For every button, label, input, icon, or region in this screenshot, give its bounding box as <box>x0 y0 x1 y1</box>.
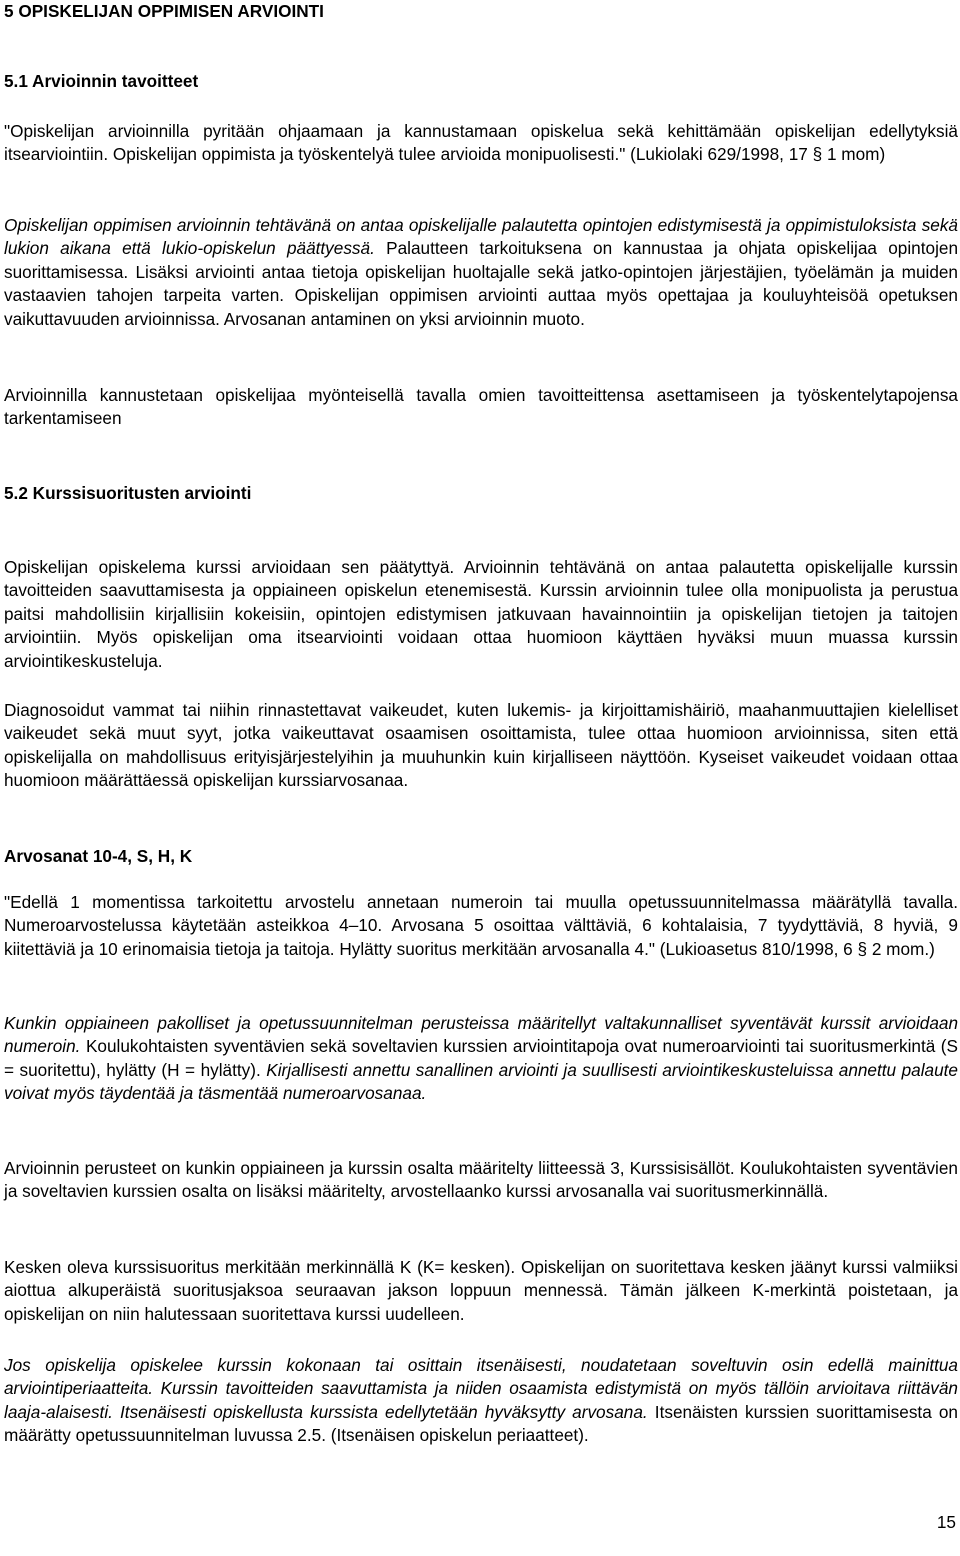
section-5-1 <box>4 70 958 93</box>
paragraph-block <box>4 1012 958 1106</box>
paragraph: Kesken oleva kurssisuoritus merkitään merkinnällä K (K= kesken). Opiskelijan on suoritettava kesken jäänyt kurssi valmiiksi aiottua alkuperäistä suoritusjaksoa seuraavan jakson loppuun mennessä. Tämän jälkeen K-merkintä poistetaan, ja opiskelijan on niin halutessaan suoritettava kurssi uudelleen. <box>4 1257 958 1324</box>
italic-text: Opiskelijan oppimisen arvioinnin tehtävänä on antaa opiskelijalle palautetta opintojen edistymisestä ja oppimistuloksista sekä lukion aikana että lukio-opiskelun päättyessä. <box>4 215 958 259</box>
quote-lukiolaki <box>4 120 958 167</box>
paragraph-block <box>4 1256 958 1326</box>
paragraph <box>4 1354 958 1448</box>
paragraph: "Opiskelijan arvioinnilla pyritään ohjaamaan ja kannustamaan opiskelua sekä kehittämään opiskelijan edellytyksiä itsearviointiin. Opiskelijan oppimista ja työskentelyä tulee arvioida monipuolisesti." (Lukiolaki 629/1998, 17 § 1 mom) <box>4 121 958 165</box>
paragraph: Arvioinnin perusteet on kunkin oppiaineen ja kurssin osalta määritelty liitteessä 3, Kurssisisällöt. Koulukohtaisten syventävien ja soveltavien kurssien osalta on lisäksi määritelty, arvostellaanko kurssi arvosanalla vai suoritusmerkinnällä. <box>4 1158 958 1202</box>
paragraph: Diagnosoidut vammat tai niihin rinnastettavat vaikeudet, kuten lukemis- ja kirjoittamishäiriö, maahanmuuttajien kielelliset vaikeudet sekä muut syyt, jotka vaikeuttavat osaamisen osoittamista, tulee ottaa huomioon arvioinnissa, siten että opiskelijalla on mahdollisuus erityisjärjestelyihin ja muuhunkin kuin kirjalliseen näyttöön. Kyseiset vaikeudet voidaan ottaa huomioon määrättäessä opiskelijan kurssiarvosanaa. <box>4 700 958 791</box>
paragraph: Arvioinnilla kannustetaan opiskelijaa myönteisellä tavalla omien tavoitteittensa asettamiseen ja työskentelytapojensa tarkentamiseen <box>4 385 958 429</box>
paragraph-block <box>4 556 958 673</box>
paragraph <box>4 1012 958 1106</box>
normal-text: Koulukohtaisten syventävien sekä soveltavien kurssien arviointitapoja ovat numeroarviointi tai suoritusmerkintä (S = suoritettu), hylätty (H = hylätty). <box>4 1036 958 1080</box>
section-5-2 <box>4 482 958 505</box>
section-title: Arvosanat 10-4, S, H, K <box>4 846 193 866</box>
italic-text: Kirjallisesti annettu sanallinen arviointi ja suullisesti arviointikeskusteluissa annettu palaute voivat myös täydentää ja täsmentää numeroarvosanaa. <box>4 1059 958 1104</box>
page-number: 15 <box>936 1512 956 1532</box>
chapter-title: 5 OPISKELIJAN OPPIMISEN ARVIOINTI <box>4 1 324 21</box>
section-grades <box>4 845 958 868</box>
section-title: 5.2 Kurssisuoritusten arviointi <box>4 483 252 503</box>
section-title: 5.1 Arvioinnin tavoitteet <box>4 71 199 91</box>
paragraph <box>4 214 958 331</box>
paragraph: "Edellä 1 momentissa tarkoitettu arvostelu annetaan numeroin tai muulla opetussuunnitelmassa määrätyllä tavalla. Numeroarvostelussa käytetään asteikkoa 4–10. Arvosana 5 osoittaa välttäviä, 6 kohtalaisia, 7 tyydyttäviä, 8 hyviä, 9 kiitettäviä ja 10 erinomaisia tietoja ja taitoja. Hylätty suoritus merkitään arvosanalla 4." (Lukioasetus 810/1998, 6 § 2 mom.) <box>4 892 958 959</box>
paragraph-block <box>4 1157 958 1204</box>
paragraph-block <box>4 699 958 793</box>
normal-text: Palautteen tarkoituksena on kannustaa ja ohjata opiskelijaa opintojen suorittamisessa. Lisäksi arviointi antaa tietoja opiskelijan huoltajalle sekä jatko-opintojen järjestäjien, työelämän ja muiden vastaavien tahojen tarpeita varten. Opiskelijan oppimisen arviointi auttaa myös opettajaa ja kouluyhteisöä opetuksen vaikuttavuuden arvioinnissa. Arvosanan antaminen on yksi arvioinnin muoto. <box>4 238 959 329</box>
normal-text: Itsenäisten kurssien suorittamisesta on määrätty opetussuunnitelman luvussa 2.5. (Itsenäisen opiskelun periaatteet). <box>4 1401 958 1446</box>
paragraph-block <box>4 214 958 331</box>
paragraph-block <box>4 384 958 431</box>
italic-text: Kunkin oppiaineen pakolliset ja opetussuunnitelman perusteissa määritellyt valtakunnalliset syventävät kurssit arvioidaan numeroin. <box>4 1013 958 1057</box>
quote-lukioasetus <box>4 891 958 961</box>
paragraph-block <box>4 1354 958 1448</box>
italic-text: Jos opiskelija opiskelee kurssin kokonaan tai osittain itsenäisesti, noudatetaan soveltuvin osin edellä mainittua arviointiperiaatteita. Kurssin tavoitteiden saavuttamista ja niiden osaamista edistymistä on myös tällöin arvioitava riittävän laaja-alaisesti. Itsenäisesti opiskellusta kurssista edellytetään hyväksytty arvosana. <box>4 1355 958 1422</box>
paragraph: Opiskelijan opiskelema kurssi arvioidaan sen päätyttyä. Arvioinnin tehtävänä on antaa palautetta opiskelijalle kurssin tavoitteiden saavuttamisesta ja oppiaineen opiskelun etenemisestä. Kurssin arvioinnin tulee olla monipuolista ja perustua paitsi mahdollisiin kirjallisiin kokeisiin, opintojen edistymisen jatkuvaan havainnointiin ja opiskelijan tietojen ja taitojen arviointiin. Myös opiskelijan oma itsearviointi voidaan ottaa huomioon käyttäen hyväksi muun muassa kurssin arviointikeskusteluja. <box>4 557 958 671</box>
